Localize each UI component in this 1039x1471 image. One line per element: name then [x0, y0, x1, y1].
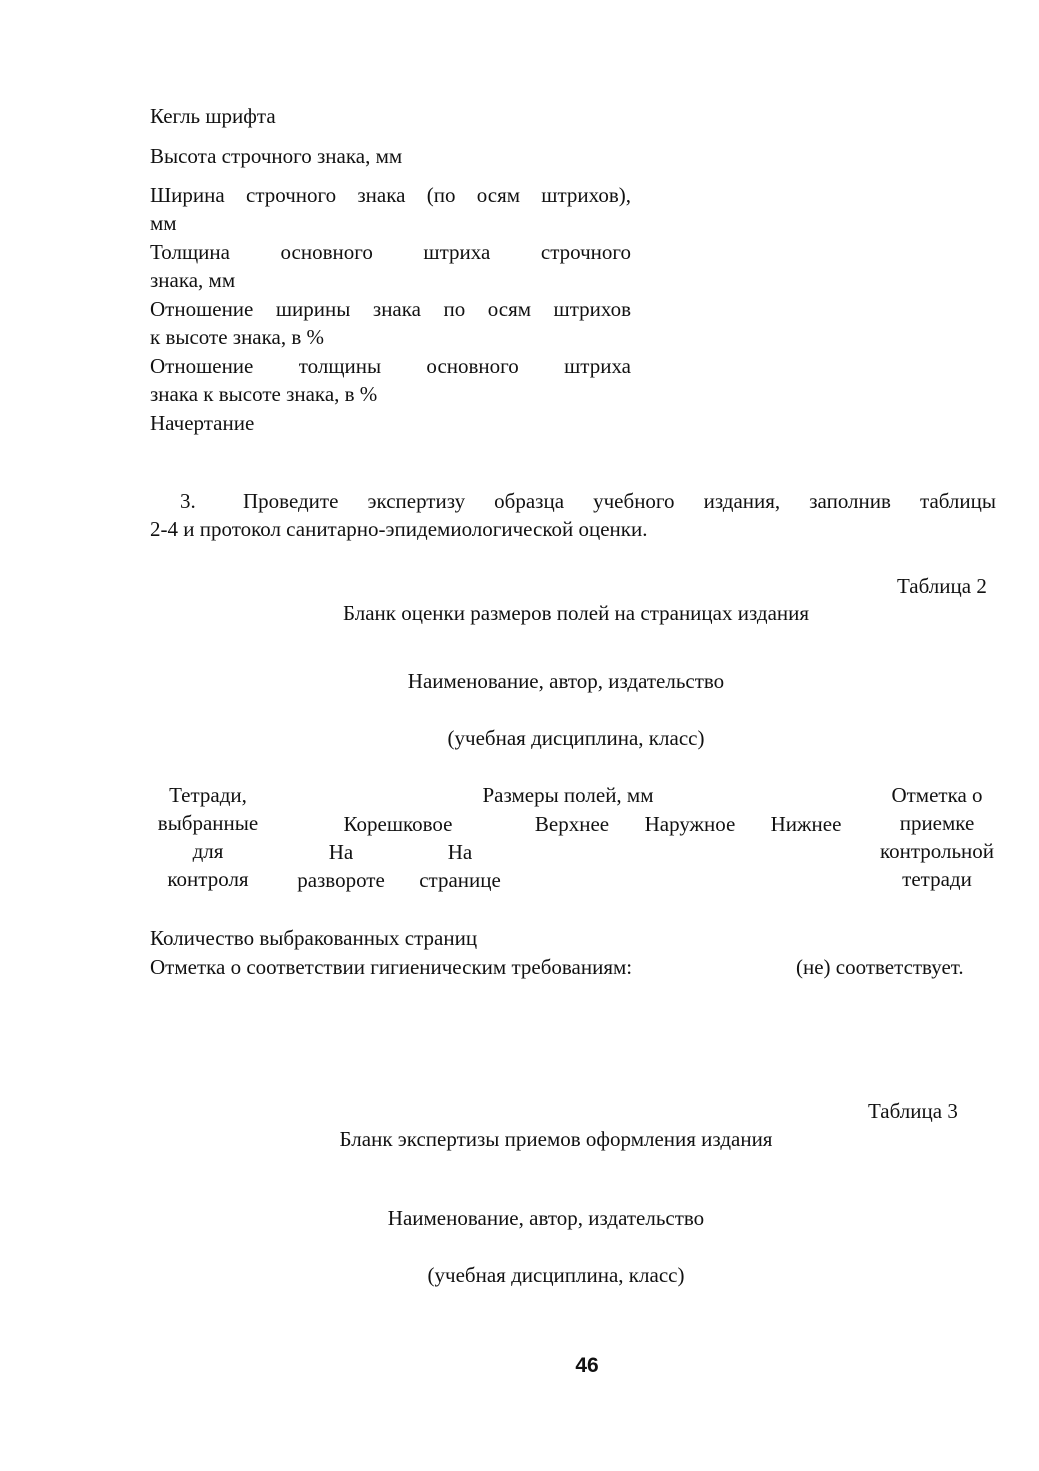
table2-subject-line: (учебная дисциплина, класс)	[447, 726, 705, 750]
table3-subject-line: (учебная дисциплина, класс)	[427, 1263, 685, 1287]
header-top: Верхнее	[534, 812, 610, 836]
header-bottom: Нижнее	[770, 812, 842, 836]
row-stroke-line1: Толщина основного штриха строчного	[150, 240, 631, 264]
header-page-1: На	[447, 840, 473, 864]
header-root: Корешковое	[343, 812, 453, 836]
table3-label: Таблица 3	[868, 1099, 958, 1123]
table3-name-line: Наименование, автор, издательство	[387, 1206, 705, 1230]
row-ratio-width-line2: к высоте знака, в %	[150, 325, 324, 349]
table2-title: Бланк оценки размеров полей на страницах издания	[342, 601, 810, 625]
task3-line1: Проведите экспертизу образца учебного издания, заполнив таблицы	[243, 489, 996, 513]
header-mark-3: контрольной	[879, 839, 995, 863]
header-mark-2: приемке	[899, 811, 975, 835]
task3-number: 3.	[180, 489, 196, 513]
row-ratio-width-line1: Отношение ширины знака по осям штрихов	[150, 297, 631, 321]
compliance-line: Отметка о соответствии гигиеническим требованиям:	[150, 955, 633, 979]
header-notebooks-4: контроля	[167, 867, 249, 891]
table2-label: Таблица 2	[897, 574, 987, 598]
row-width-line1: Ширина строчного знака (по осям штрихов),	[150, 183, 631, 207]
header-notebooks-2: выбранные	[157, 811, 259, 835]
header-page-2: странице	[419, 868, 501, 892]
header-notebooks-1: Тетради,	[169, 783, 247, 807]
row-ratio-thickness-line2: знака к высоте знака, в %	[150, 382, 378, 406]
header-spread-1: На	[328, 840, 354, 864]
row-ratio-thickness-line1: Отношение толщины основного штриха	[150, 354, 631, 378]
header-spread-2: развороте	[297, 868, 385, 892]
header-mark-1: Отметка о	[891, 783, 983, 807]
header-outer: Наружное	[644, 812, 736, 836]
row-stroke-line2: знака, мм	[150, 268, 236, 292]
compliance-value: (не) соответствует.	[796, 955, 964, 979]
table3-title: Бланк экспертизы приемов оформления издания	[339, 1127, 773, 1151]
header-mark-4: тетради	[902, 867, 972, 891]
rejected-pages-line: Количество выбракованных страниц	[150, 926, 478, 950]
row-width-line2: мм	[150, 211, 177, 235]
row-kegl: Кегль шрифта	[150, 104, 276, 128]
row-height: Высота строчного знака, мм	[150, 144, 403, 168]
page-number: 46	[575, 1354, 599, 1377]
task3-line2: 2-4 и протокол санитарно-эпидемиологической оценки.	[150, 517, 648, 541]
row-style: Начертание	[150, 411, 255, 435]
header-margins: Размеры полей, мм	[482, 783, 654, 807]
header-notebooks-3: для	[192, 839, 224, 863]
table2-name-line: Наименование, автор, издательство	[407, 669, 725, 693]
